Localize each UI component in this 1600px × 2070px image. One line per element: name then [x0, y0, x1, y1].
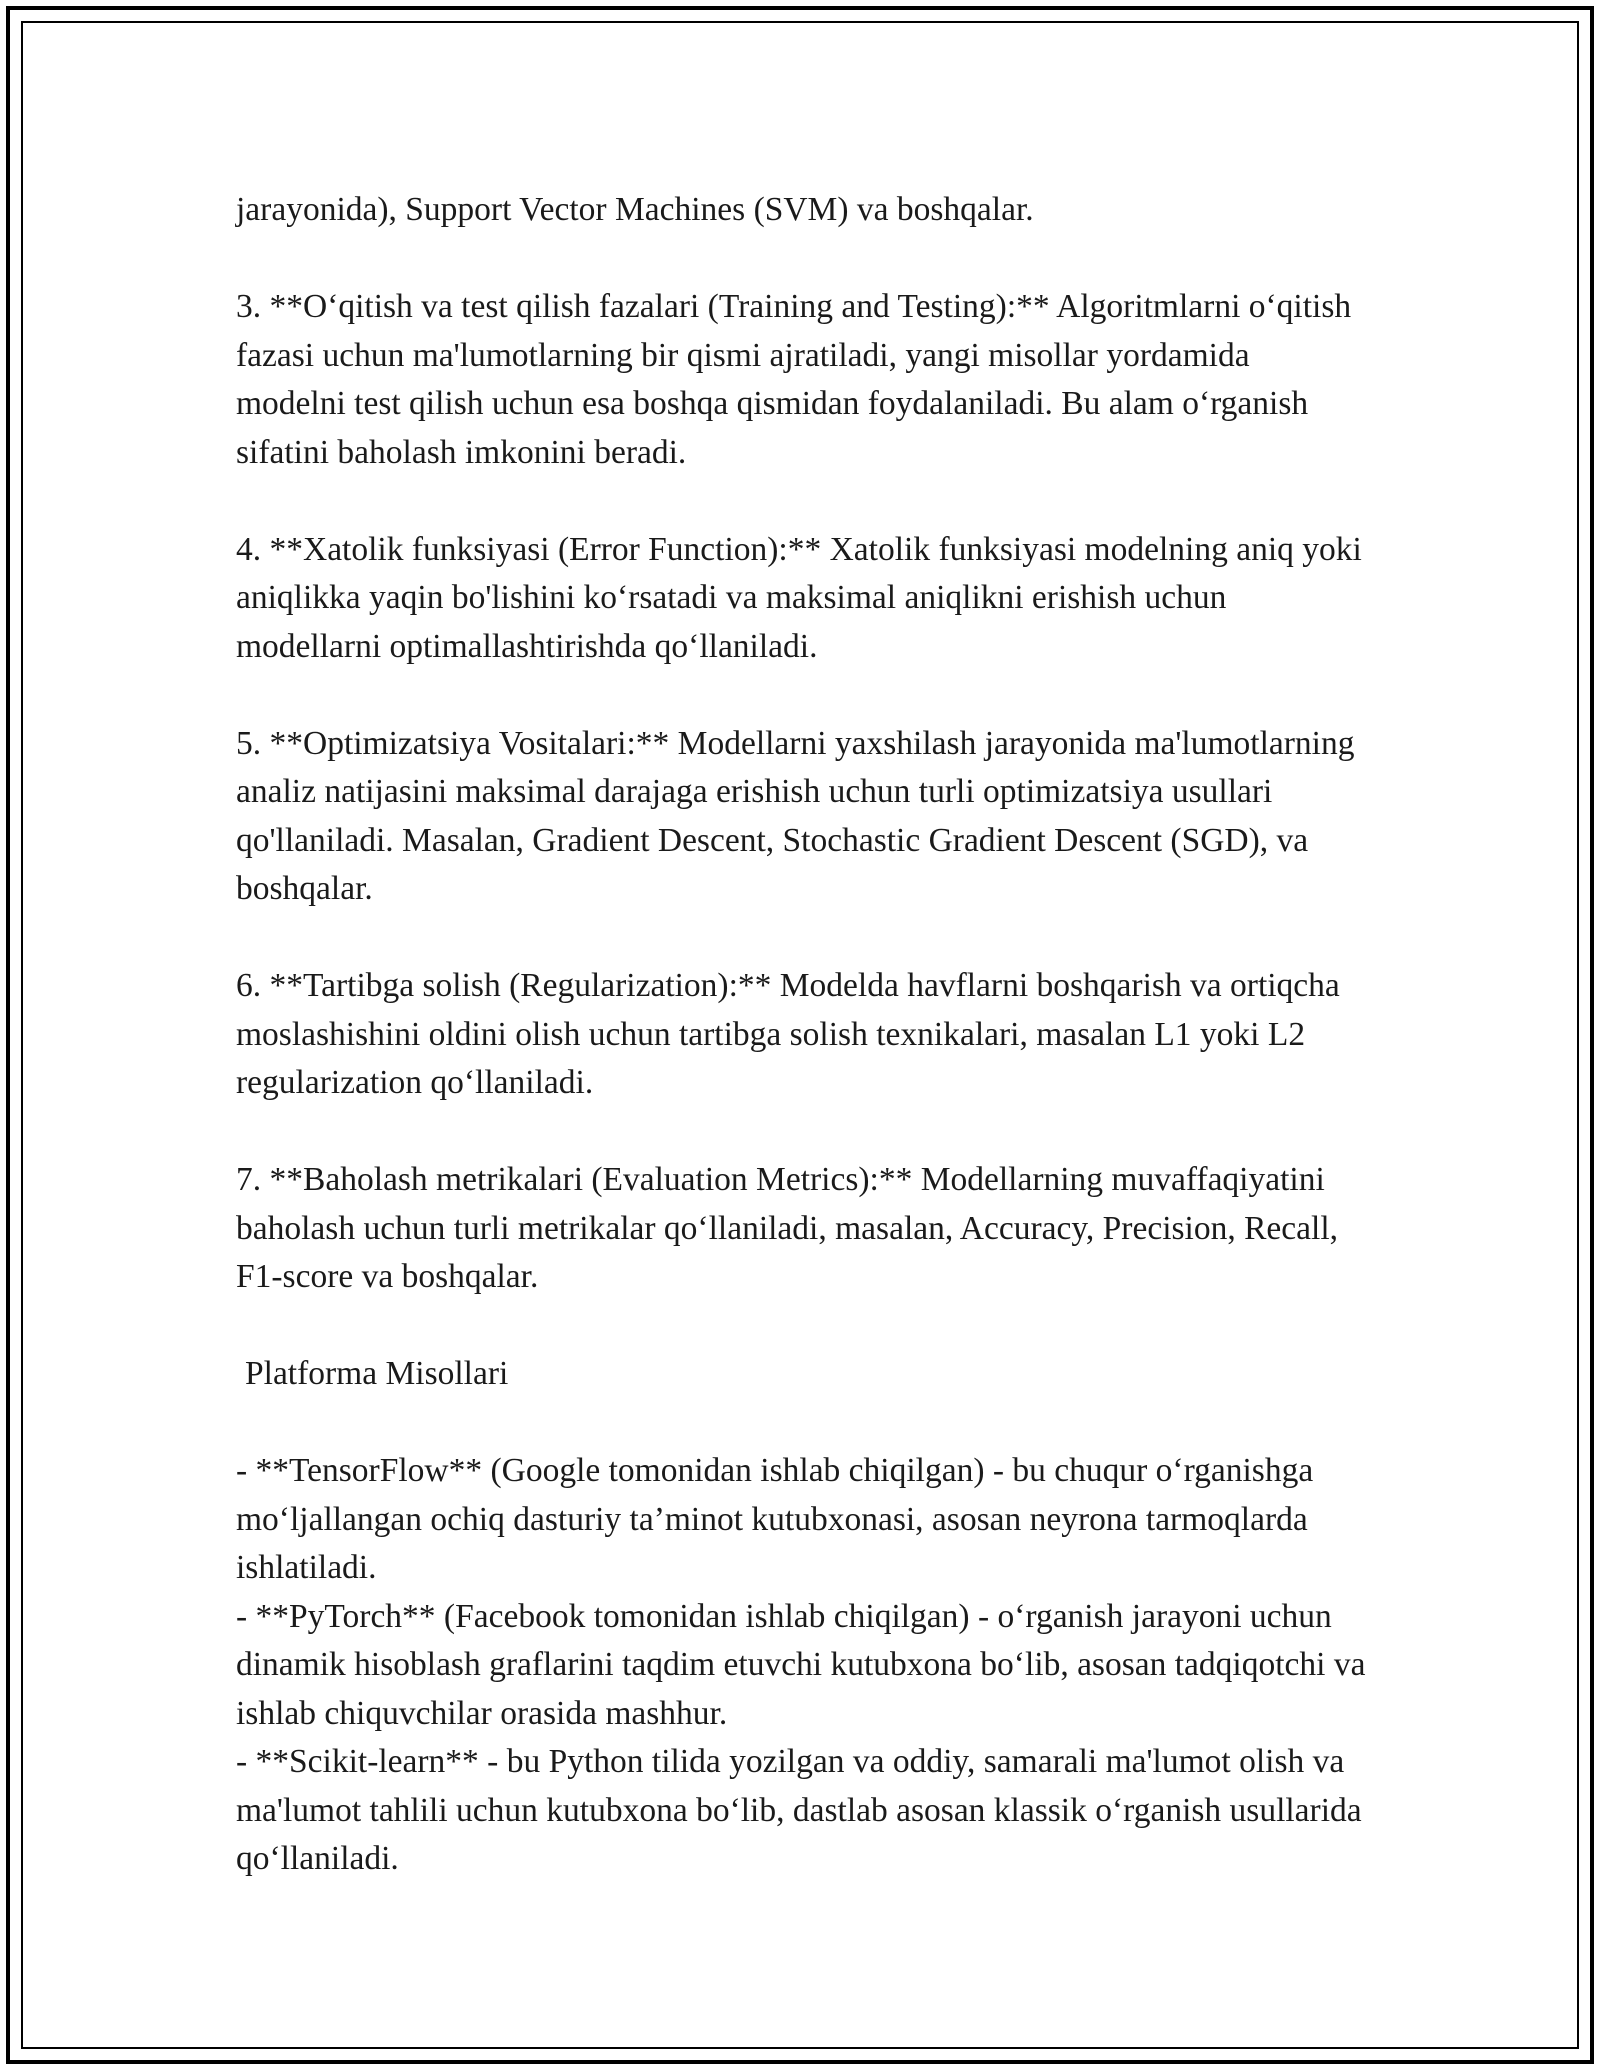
list-item-scikit-learn: - **Scikit-learn** - bu Python tilida yozilgan va oddiy, samarali ma'lumot olish va ma'lumot tahlili uchun kutubxona bo‘lib, dastlab asosan klassik o‘rganish usullarida qo‘llaniladi. [236, 1743, 1362, 1877]
paragraph-training-testing: 3. **O‘qitish va test qilish fazalari (Training and Testing):** Algoritmlarni o‘qitish fazasi uchun ma'lumotlarning bir qismi ajratiladi, yangi misollar yordamida modelni test qilish uchun esa boshqa qismidan foydalaniladi. Bu alam o‘rganish sifatini baholash imkonini beradi. [236, 288, 1352, 471]
paragraph-continuation: jarayonida), Support Vector Machines (SVM) va boshqalar. [236, 191, 1034, 228]
list-item-pytorch: - **PyTorch** (Facebook tomonidan ishlab chiqilgan) - o‘rganish jarayoni uchun dinamik hisoblash graflarini taqdim etuvchi kutubxona bo‘lib, asosan tadqiqotchi va ishlab chiquvchilar orasida mashhur. [236, 1597, 1366, 1732]
paragraph-evaluation-metrics: 7. **Baholash metrikalari (Evaluation Metrics):** Modellarning muvaffaqiyatini baholash uchun turli metrikalar qo‘llaniladi, masalan, Accuracy, Precision, Recall, F1-score va boshqalar. [236, 1161, 1339, 1295]
list-item-tensorflow: - **TensorFlow** (Google tomonidan ishlab chiqilgan) - bu chuqur o‘rganishga mo‘ljallangan ochiq dasturiy ta’minot kutubxonasi, asosan neyrona tarmoqlarda ishlatiladi. [236, 1452, 1314, 1586]
document-body [236, 186, 1366, 1884]
platform-list [236, 1447, 1366, 1884]
section-heading: Platforma Misollari [245, 1355, 509, 1392]
paragraph-regularization: 6. **Tartibga solish (Regularization):** Modelda havflarni boshqarish va ortiqcha moslashishini oldini olish uchun tartibga solish texnikalari, masalan L1 yoki L2 regularization qo‘llaniladi. [236, 967, 1340, 1101]
paragraph-error-function: 4. **Xatolik funksiyasi (Error Function):** Xatolik funksiyasi modelning aniq yoki aniqlikka yaqin bo'lishini ko‘rsatadi va maksimal aniqlikni erishish uchun modellarni optimallashtirishda qo‘llaniladi. [236, 530, 1362, 665]
paragraph-optimization: 5. **Optimizatsiya Vositalari:** Modellarni yaxshilash jarayonida ma'lumotlarning analiz natijasini maksimal darajaga erishish uchun turli optimizatsiya usullari qo'llaniladi. Masalan, Gradient Descent, Stochastic Gradient Descent (SGD), va boshqalar. [236, 724, 1355, 907]
